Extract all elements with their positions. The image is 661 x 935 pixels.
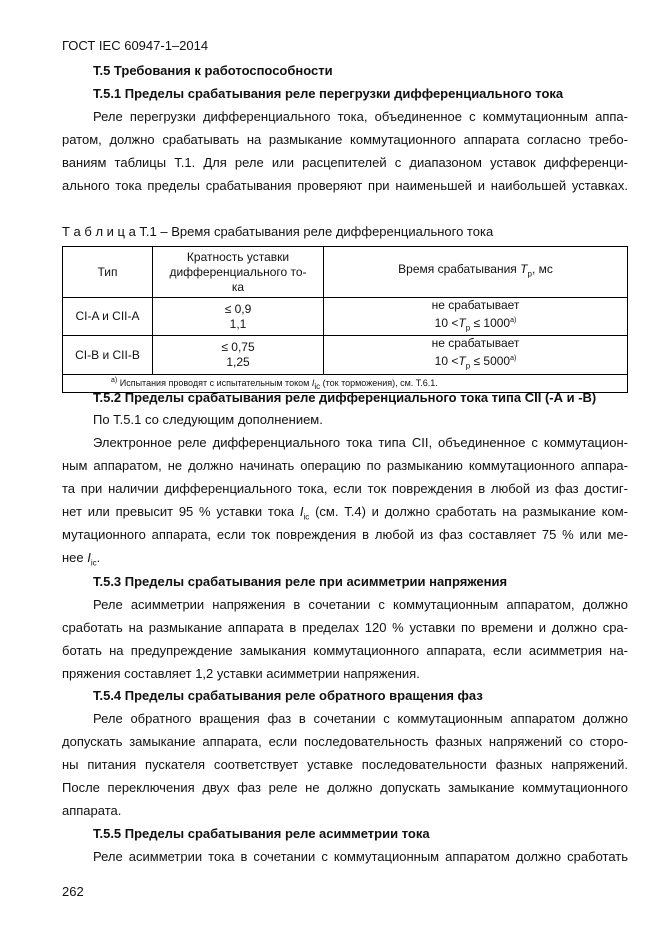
header-type: Тип (63, 247, 153, 298)
paragraph-t55: Реле асимметрии тока в сочетании с коммутационным аппаратом должно сработать (93, 849, 628, 864)
paragraph-t52-intro: По Т.5.1 со следующим дополнением. (93, 412, 323, 427)
table-footnote: $^{а)}$ Испытания проводят с испытательным током $I_{ic}$ (ток торможения), см. Т.6.1. (63, 374, 628, 392)
paragraph-t51: Реле перегрузки дифференциального тока, объединенное с коммутационным аппа- ратом, должно срабатывать на размыкание коммутационного аппарата согласно требо- ваниям таблицы Т.1. Для реле или расцепителей с диапазоном уставок дифференци- ального тока пределы срабатывания проверяют при наименьшей и наибольшей уставках. (62, 109, 628, 193)
cell-multiplicity: ≤ 0,9 1,1 (153, 298, 324, 336)
table-row (63, 298, 628, 336)
cell-type: CI-B и CII-B (63, 336, 153, 374)
table-header-row (63, 247, 628, 298)
section-heading-t5: Т.5 Требования к работоспособности (93, 63, 333, 78)
paragraph-t54: Реле обратного вращения фаз в сочетании с коммутационным аппаратом должно допускать замыкание аппарата, если последовательность фазных напряжений со сторо- ны питания пускателя соответствует уставке последовательности фазных напряжений. После переключения двух фаз реле не должно допускать замыкание коммутационного аппарата. (62, 711, 628, 818)
section-heading-t52: Т.5.2 Пределы срабатывания реле дифференциального тока типа СII (-А и -В) (93, 390, 597, 405)
table-row (63, 336, 628, 374)
cell-time: не срабатывает $10 <T_p \le 5000^{а)}$ (324, 336, 628, 374)
section-heading-t51: Т.5.1 Пределы срабатывания реле перегрузки дифференциального тока (93, 86, 564, 101)
paragraph-t52: Электронное реле дифференциального тока типа СII, объединенное с коммутацион- ным аппаратом, не должно начинать операцию по размыканию коммутационного аппара- та при наличии дифференциального тока, если ток повреждения в любой из фаз достиг- нет или превысит 95 % уставки тока $I_{ic}$ (см. Т.4) и должно сработать на размыкание ком- мутационного аппарата, если ток повреждения в любой из фаз составляет 75 % или ме- нее $I_{ic}$. (62, 435, 628, 568)
header-time: Время срабатывания $T_p$, мс (324, 247, 628, 298)
table-t1 (62, 246, 628, 393)
section-heading-t55: Т.5.5 Пределы срабатывания реле асимметрии тока (93, 826, 430, 841)
cell-multiplicity: ≤ 0,75 1,25 (153, 336, 324, 374)
section-heading-t54: Т.5.4 Пределы срабатывания реле обратного вращения фаз (93, 688, 483, 703)
document-header: ГОСТ IEC 60947-1–2014 (62, 38, 209, 53)
cell-time: не срабатывает $10 <T_p \le 1000^{а)}$ (324, 298, 628, 336)
header-multiplicity: Кратность уставки дифференциального то- ка (153, 247, 324, 298)
section-heading-t53: Т.5.3 Пределы срабатывания реле при асимметрии напряжения (93, 574, 508, 589)
table-caption: Т а б л и ц а Т.1 – Время срабатывания реле дифференциального тока (62, 224, 494, 239)
cell-type: CI-A и CII-A (63, 298, 153, 336)
paragraph-t53: Реле асимметрии напряжения в сочетании с коммутационным аппаратом, должно сработать на размыкание аппарата в пределах 120 % уставки по времени и должно сра- ботать на предупреждение замыкания коммутационного аппарата, если асимметрия на- пряжения составляет 1,2 уставки асимметрии напряжения. (62, 597, 628, 681)
page-number: 262 (62, 884, 84, 899)
